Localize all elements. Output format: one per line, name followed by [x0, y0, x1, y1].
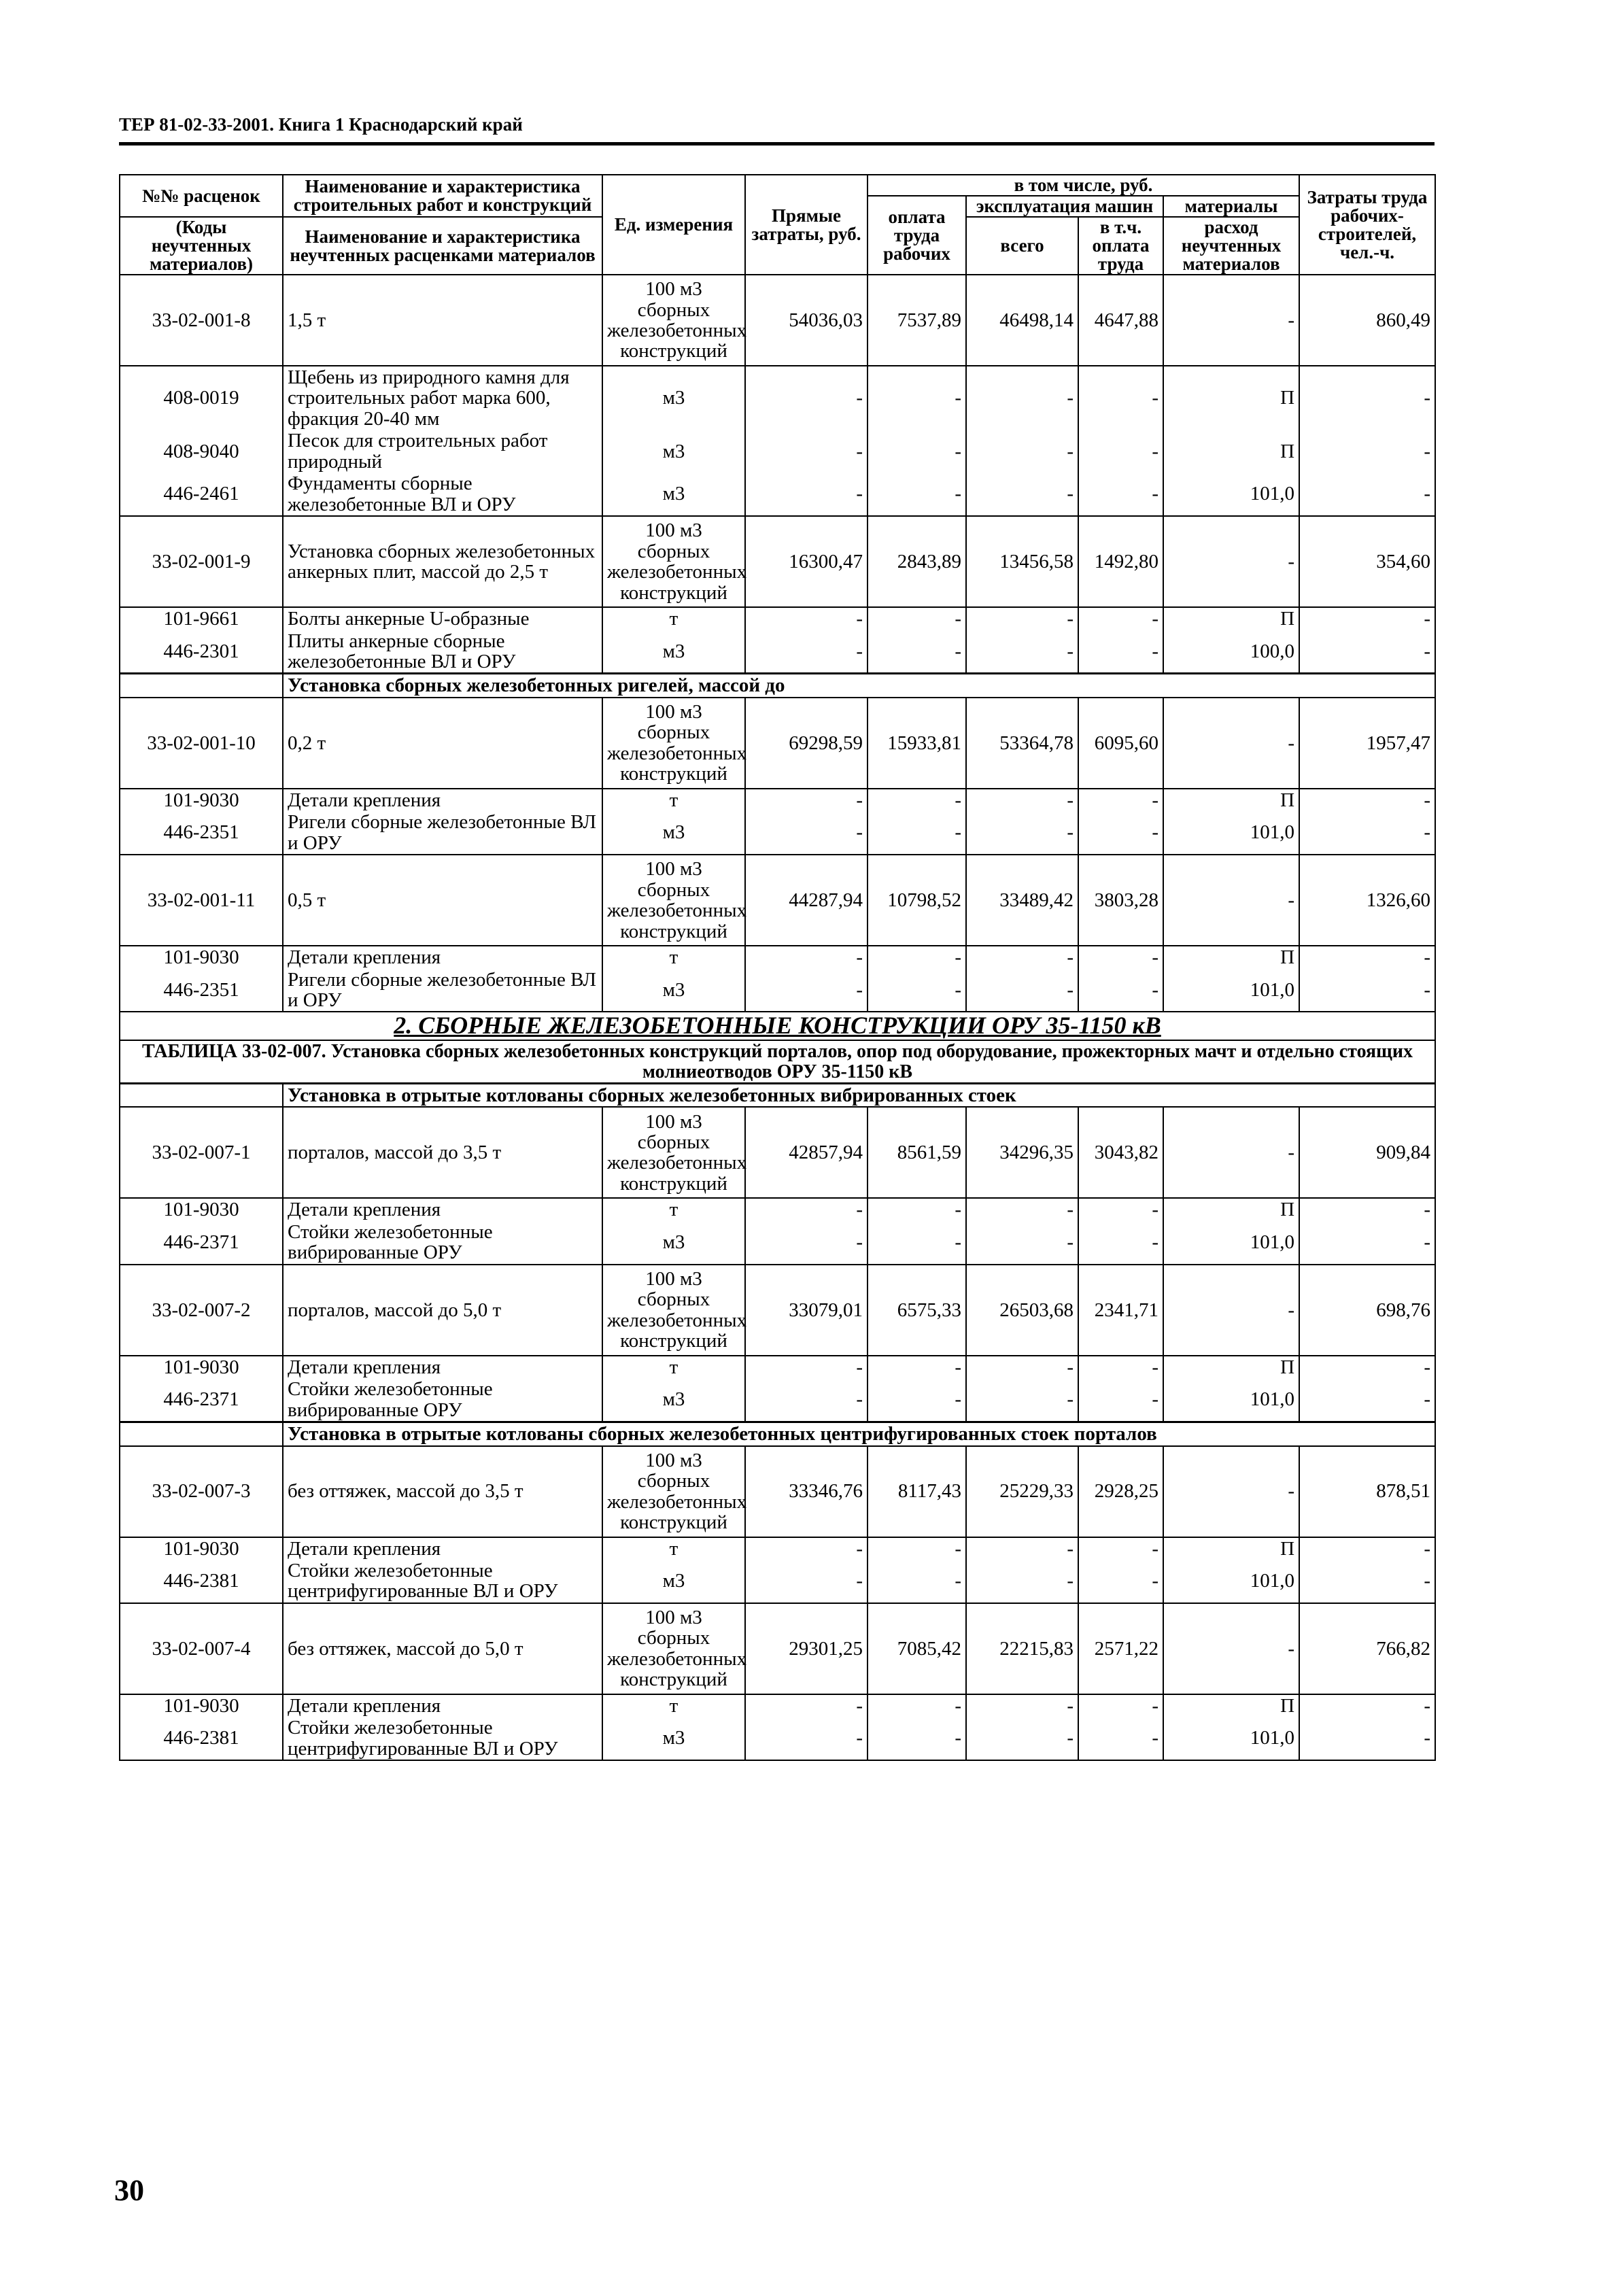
cell-direct: 44287,94: [745, 855, 868, 946]
cell-name: Плиты анкерные сборные железобетонные ВЛ и ОРУ: [283, 630, 602, 674]
cell-direct: -: [745, 1717, 868, 1760]
cell-mach-labor: 2928,25: [1078, 1446, 1163, 1537]
cell-code: 101-9030: [120, 789, 283, 811]
cell-mach: -: [966, 1356, 1078, 1378]
cell-mach: -: [966, 1198, 1078, 1220]
cell-unit: м3: [602, 1560, 745, 1603]
cell-code: 33-02-001-10: [120, 698, 283, 789]
cell-name: Песок для строительных работ природный: [283, 430, 602, 473]
rates-table: [119, 174, 1436, 1761]
cell-name: Болты анкерные U-образные: [283, 607, 602, 630]
cell-unit: 100 м3 сборных железобетонных конструкций: [602, 1446, 745, 1537]
cell-code: 101-9030: [120, 1198, 283, 1220]
cell-code: 101-9661: [120, 607, 283, 630]
table-row: [120, 1221, 1435, 1265]
cell-code: 33-02-007-3: [120, 1446, 283, 1537]
cell-code: 101-9030: [120, 1694, 283, 1717]
table-row: [120, 430, 1435, 473]
cell-name: Детали крепления: [283, 1537, 602, 1560]
cell-code: 408-0019: [120, 366, 283, 430]
cell-mach-labor: -: [1078, 607, 1163, 630]
cell-unit: м3: [602, 969, 745, 1012]
cell-name: порталов, массой до 3,5 т: [283, 1107, 602, 1198]
cell-direct: 69298,59: [745, 698, 868, 789]
cell-labor: -: [868, 1717, 966, 1760]
cell-mach: 13456,58: [966, 516, 1078, 607]
cell-code: 33-02-001-11: [120, 855, 283, 946]
header-rule: [119, 142, 1435, 145]
cell-mach: -: [966, 1221, 1078, 1265]
cell-mat: 100,0: [1163, 630, 1299, 674]
cell-direct: 33079,01: [745, 1265, 868, 1356]
cell-code: 446-2351: [120, 969, 283, 1012]
cell-mat: П: [1163, 430, 1299, 473]
cell-name: Детали крепления: [283, 789, 602, 811]
cell-name: 0,2 т: [283, 698, 602, 789]
cell-mat: П: [1163, 1198, 1299, 1220]
cell-mat: -: [1163, 275, 1299, 366]
cell-unit: т: [602, 607, 745, 630]
cell-workers: -: [1299, 1356, 1435, 1378]
cell-mach-labor: -: [1078, 473, 1163, 516]
cell-name: 1,5 т: [283, 275, 602, 366]
table-row: [120, 698, 1435, 789]
cell-labor: -: [868, 1198, 966, 1220]
cell-code: 33-02-007-1: [120, 1107, 283, 1198]
table-row: [120, 946, 1435, 968]
cell-mach: 34296,35: [966, 1107, 1078, 1198]
cell-mat: -: [1163, 855, 1299, 946]
table-row: [120, 275, 1435, 366]
cell-labor: -: [868, 1221, 966, 1265]
cell-direct: -: [745, 1221, 868, 1265]
cell-labor: -: [868, 1356, 966, 1378]
cell-unit: м3: [602, 811, 745, 855]
cell-name: Установка сборных железобетонных анкерных плит, массой до 2,5 т: [283, 516, 602, 607]
cell-name: Детали крепления: [283, 1694, 602, 1717]
cell-mach-labor: -: [1078, 789, 1163, 811]
cell-mat: 101,0: [1163, 1378, 1299, 1422]
cell-unit: т: [602, 1198, 745, 1220]
cell-workers: -: [1299, 1378, 1435, 1422]
cell-direct: -: [745, 1694, 868, 1717]
table-row: [120, 1603, 1435, 1694]
cell-mat: -: [1163, 698, 1299, 789]
cell-mach-labor: -: [1078, 969, 1163, 1012]
cell-workers: 878,51: [1299, 1446, 1435, 1537]
chapter-title: 2. СБОРНЫЕ ЖЕЛЕЗОБЕТОННЫЕ КОНСТРУКЦИИ ОРУ 35-1150 кВ: [120, 1012, 1435, 1040]
cell-workers: -: [1299, 607, 1435, 630]
cell-labor: -: [868, 969, 966, 1012]
cell-mach: 53364,78: [966, 698, 1078, 789]
cell-mach-labor: 3043,82: [1078, 1107, 1163, 1198]
cell-labor: -: [868, 789, 966, 811]
cell-unit: т: [602, 1356, 745, 1378]
table-row: [120, 789, 1435, 811]
cell-mat: П: [1163, 366, 1299, 430]
cell-labor: -: [868, 811, 966, 855]
cell-mach-labor: -: [1078, 1717, 1163, 1760]
cell-workers: 354,60: [1299, 516, 1435, 607]
cell-mach: -: [966, 366, 1078, 430]
cell-mach: 26503,68: [966, 1265, 1078, 1356]
cell-mach-labor: -: [1078, 1560, 1163, 1603]
col-labor-header: оплата труда рабочих: [868, 196, 966, 275]
cell-mat: П: [1163, 1356, 1299, 1378]
cell-labor: -: [868, 1694, 966, 1717]
cell-name: без оттяжек, массой до 5,0 т: [283, 1603, 602, 1694]
cell-name: Ригели сборные железобетонные ВЛ и ОРУ: [283, 811, 602, 855]
cell-mat: -: [1163, 1446, 1299, 1537]
cell-unit: 100 м3 сборных железобетонных конструкций: [602, 275, 745, 366]
cell-direct: -: [745, 811, 868, 855]
cell-unit: м3: [602, 473, 745, 516]
section-heading: [120, 1012, 1435, 1040]
cell-direct: -: [745, 1537, 868, 1560]
cell-unit: м3: [602, 1221, 745, 1265]
cell-mach-labor: -: [1078, 946, 1163, 968]
table-row: [120, 1356, 1435, 1378]
cell-mat: -: [1163, 1265, 1299, 1356]
cell-mat: 101,0: [1163, 1560, 1299, 1603]
cell-workers: 909,84: [1299, 1107, 1435, 1198]
cell-labor: 2843,89: [868, 516, 966, 607]
cell-unit: 100 м3 сборных железобетонных конструкций: [602, 698, 745, 789]
table-row: [120, 811, 1435, 855]
cell-mach: -: [966, 969, 1078, 1012]
cell-name: Стойки железобетонные вибрированные ОРУ: [283, 1378, 602, 1422]
cell-direct: -: [745, 366, 868, 430]
cell-mach-labor: 2341,71: [1078, 1265, 1163, 1356]
cell-mach-labor: -: [1078, 1198, 1163, 1220]
cell-workers: -: [1299, 811, 1435, 855]
table-row: [120, 1446, 1435, 1537]
table-row: [120, 1694, 1435, 1717]
cell-name: Стойки железобетонные центрифугированные ВЛ и ОРУ: [283, 1717, 602, 1760]
cell-code: 446-2371: [120, 1221, 283, 1265]
section-title: Установка в отрытые котлованы сборных железобетонных вибрированных стоек: [283, 1084, 1435, 1108]
table-row: [120, 1717, 1435, 1760]
cell-workers: -: [1299, 630, 1435, 674]
table-row: [120, 1265, 1435, 1356]
col-direct-header: Прямые затраты, руб.: [745, 175, 868, 275]
cell-labor: 8561,59: [868, 1107, 966, 1198]
cell-direct: -: [745, 1560, 868, 1603]
cell-mach-labor: -: [1078, 1537, 1163, 1560]
cell-unit: м3: [602, 1717, 745, 1760]
cell-unit: 100 м3 сборных железобетонных конструкций: [602, 1107, 745, 1198]
cell-unit: т: [602, 789, 745, 811]
cell-labor: 15933,81: [868, 698, 966, 789]
cell-labor: -: [868, 630, 966, 674]
col-name-subheader: Наименование и характеристика неучтенных расценками материалов: [283, 217, 602, 275]
cell-mach-labor: -: [1078, 366, 1163, 430]
cell-name: Фундаменты сборные железобетонные ВЛ и ОРУ: [283, 473, 602, 516]
table-row: [120, 366, 1435, 430]
cell-workers: 698,76: [1299, 1265, 1435, 1356]
cell-name: порталов, массой до 5,0 т: [283, 1265, 602, 1356]
cell-mach-labor: -: [1078, 1694, 1163, 1717]
cell-code: 33-02-001-9: [120, 516, 283, 607]
header-title: ТЕР 81-02-33-2001. Книга 1 Краснодарский край: [119, 114, 523, 135]
cell-direct: 16300,47: [745, 516, 868, 607]
col-code-header: №№ расценок: [120, 175, 283, 217]
cell-workers: 766,82: [1299, 1603, 1435, 1694]
table-row: [120, 1198, 1435, 1220]
cell-direct: -: [745, 1198, 868, 1220]
col-workers-header: Затраты труда рабочих-строителей, чел.-ч.: [1299, 175, 1435, 275]
cell-labor: -: [868, 1537, 966, 1560]
cell-direct: -: [745, 607, 868, 630]
cell-labor: 10798,52: [868, 855, 966, 946]
cell-code: 446-2351: [120, 811, 283, 855]
cell-mach-labor: 1492,80: [1078, 516, 1163, 607]
cell-mach: -: [966, 946, 1078, 968]
cell-workers: -: [1299, 946, 1435, 968]
cell-unit: 100 м3 сборных железобетонных конструкций: [602, 1265, 745, 1356]
cell-code: 446-2301: [120, 630, 283, 674]
cell-workers: -: [1299, 430, 1435, 473]
cell-code: 101-9030: [120, 946, 283, 968]
cell-mach: -: [966, 1717, 1078, 1760]
table-row: [120, 516, 1435, 607]
col-materials-header: материалы: [1163, 196, 1299, 217]
col-machines-header: эксплуатация машин: [966, 196, 1163, 217]
cell-workers: -: [1299, 969, 1435, 1012]
cell-mat: 101,0: [1163, 969, 1299, 1012]
cell-workers: -: [1299, 366, 1435, 430]
cell-code: 446-2461: [120, 473, 283, 516]
cell-mach-labor: 6095,60: [1078, 698, 1163, 789]
cell-workers: -: [1299, 1717, 1435, 1760]
cell-workers: -: [1299, 1537, 1435, 1560]
cell-name: Детали крепления: [283, 946, 602, 968]
cell-mach: -: [966, 1560, 1078, 1603]
cell-direct: -: [745, 430, 868, 473]
cell-unit: м3: [602, 630, 745, 674]
cell-mat: -: [1163, 516, 1299, 607]
col-unit-header: Ед. измерения: [602, 175, 745, 275]
cell-labor: -: [868, 473, 966, 516]
cell-direct: -: [745, 1378, 868, 1422]
cell-workers: 1957,47: [1299, 698, 1435, 789]
cell-mach: -: [966, 1378, 1078, 1422]
table-row: [120, 855, 1435, 946]
cell-name: Стойки железобетонные центрифугированные ВЛ и ОРУ: [283, 1560, 602, 1603]
cell-labor: 6575,33: [868, 1265, 966, 1356]
cell-unit: т: [602, 946, 745, 968]
cell-name: 0,5 т: [283, 855, 602, 946]
cell-code: 33-02-007-2: [120, 1265, 283, 1356]
cell-unit: м3: [602, 1378, 745, 1422]
cell-unit: 100 м3 сборных железобетонных конструкций: [602, 1603, 745, 1694]
cell-mach: -: [966, 1537, 1078, 1560]
cell-direct: -: [745, 789, 868, 811]
cell-mat: -: [1163, 1603, 1299, 1694]
section-heading: [120, 1084, 1435, 1108]
cell-code: 33-02-007-4: [120, 1603, 283, 1694]
cell-unit: м3: [602, 430, 745, 473]
cell-name: без оттяжек, массой до 3,5 т: [283, 1446, 602, 1537]
cell-mach: -: [966, 607, 1078, 630]
cell-name: Щебень из природного камня для строительных работ марка 600, фракция 20-40 мм: [283, 366, 602, 430]
cell-workers: 1326,60: [1299, 855, 1435, 946]
col-mach-total-header: всего: [966, 217, 1078, 275]
table-row: [120, 1107, 1435, 1198]
cell-mach: -: [966, 1694, 1078, 1717]
table-row: [120, 969, 1435, 1012]
cell-mat: П: [1163, 1694, 1299, 1717]
table-row: [120, 607, 1435, 630]
cell-workers: -: [1299, 1694, 1435, 1717]
col-name-header: Наименование и характеристика строительных работ и конструкций: [283, 175, 602, 217]
section-heading: [120, 674, 1435, 698]
cell-labor: -: [868, 366, 966, 430]
cell-labor: 7085,42: [868, 1603, 966, 1694]
cell-mach: -: [966, 789, 1078, 811]
cell-direct: -: [745, 969, 868, 1012]
section-title: Установка в отрытые котлованы сборных железобетонных центрифугированных стоек порталов: [283, 1422, 1435, 1446]
cell-mat: 101,0: [1163, 473, 1299, 516]
cell-labor: -: [868, 1560, 966, 1603]
cell-mach-labor: -: [1078, 1221, 1163, 1265]
cell-mach: -: [966, 811, 1078, 855]
cell-mach-labor: -: [1078, 811, 1163, 855]
cell-mach-labor: -: [1078, 1378, 1163, 1422]
col-incl-header: в том числе, руб.: [868, 175, 1299, 196]
cell-mat: -: [1163, 1107, 1299, 1198]
cell-mat: П: [1163, 789, 1299, 811]
cell-direct: -: [745, 1356, 868, 1378]
section-title: Установка сборных железобетонных ригелей, массой до: [283, 674, 1435, 698]
cell-workers: -: [1299, 1221, 1435, 1265]
col-code-subheader: (Коды неучтенных материалов): [120, 217, 283, 275]
cell-code: 446-2381: [120, 1717, 283, 1760]
cell-code: 408-9040: [120, 430, 283, 473]
table-row: [120, 1378, 1435, 1422]
cell-mat: 101,0: [1163, 1717, 1299, 1760]
col-mat-unacc-header: расход неучтенных материалов: [1163, 217, 1299, 275]
cell-labor: -: [868, 1378, 966, 1422]
cell-direct: -: [745, 630, 868, 674]
cell-mach-labor: -: [1078, 430, 1163, 473]
page-header: [119, 114, 1435, 145]
table-row: [120, 473, 1435, 516]
cell-code: 33-02-001-8: [120, 275, 283, 366]
page-number: 30: [114, 2174, 144, 2207]
cell-mat: П: [1163, 946, 1299, 968]
cell-name: Стойки железобетонные вибрированные ОРУ: [283, 1221, 602, 1265]
cell-unit: т: [602, 1694, 745, 1717]
cell-direct: 29301,25: [745, 1603, 868, 1694]
cell-mach: -: [966, 473, 1078, 516]
cell-direct: 33346,76: [745, 1446, 868, 1537]
cell-direct: 54036,03: [745, 275, 868, 366]
cell-labor: -: [868, 607, 966, 630]
cell-mach: -: [966, 630, 1078, 674]
table-row: [120, 1560, 1435, 1603]
cell-labor: -: [868, 946, 966, 968]
cell-direct: 42857,94: [745, 1107, 868, 1198]
cell-mach: 33489,42: [966, 855, 1078, 946]
cell-code: 446-2381: [120, 1560, 283, 1603]
cell-workers: -: [1299, 1198, 1435, 1220]
cell-unit: 100 м3 сборных железобетонных конструкций: [602, 516, 745, 607]
cell-workers: -: [1299, 473, 1435, 516]
cell-name: Детали крепления: [283, 1198, 602, 1220]
cell-mach: 25229,33: [966, 1446, 1078, 1537]
table-row: [120, 630, 1435, 674]
cell-unit: 100 м3 сборных железобетонных конструкций: [602, 855, 745, 946]
cell-labor: 7537,89: [868, 275, 966, 366]
cell-mach: 22215,83: [966, 1603, 1078, 1694]
cell-code: 101-9030: [120, 1537, 283, 1560]
cell-name: Ригели сборные железобетонные ВЛ и ОРУ: [283, 969, 602, 1012]
cell-mat: 101,0: [1163, 811, 1299, 855]
cell-workers: 860,49: [1299, 275, 1435, 366]
cell-workers: -: [1299, 789, 1435, 811]
cell-mach-labor: 4647,88: [1078, 275, 1163, 366]
cell-mach: 46498,14: [966, 275, 1078, 366]
cell-name: Детали крепления: [283, 1356, 602, 1378]
cell-mach-labor: 3803,28: [1078, 855, 1163, 946]
cell-mat: 101,0: [1163, 1221, 1299, 1265]
cell-labor: -: [868, 430, 966, 473]
cell-mat: П: [1163, 1537, 1299, 1560]
cell-code: 101-9030: [120, 1356, 283, 1378]
cell-direct: -: [745, 946, 868, 968]
cell-unit: м3: [602, 366, 745, 430]
cell-mach-labor: -: [1078, 630, 1163, 674]
cell-code: 446-2371: [120, 1378, 283, 1422]
cell-labor: 8117,43: [868, 1446, 966, 1537]
cell-mach-labor: -: [1078, 1356, 1163, 1378]
section-heading: [120, 1422, 1435, 1446]
section-heading: [120, 1040, 1435, 1083]
cell-direct: -: [745, 473, 868, 516]
header-row-1: [120, 175, 1435, 196]
table-title: ТАБЛИЦА 33-02-007. Установка сборных железобетонных конструкций порталов, опор под оборудование, прожекторных мачт и отдельно стоящих молниеотводов ОРУ 35-1150 кВ: [120, 1040, 1435, 1083]
cell-mach-labor: 2571,22: [1078, 1603, 1163, 1694]
table-row: [120, 1537, 1435, 1560]
col-mach-labor-header: в т.ч. оплата труда: [1078, 217, 1163, 275]
cell-workers: -: [1299, 1560, 1435, 1603]
cell-mach: -: [966, 430, 1078, 473]
cell-unit: т: [602, 1537, 745, 1560]
cell-mat: П: [1163, 607, 1299, 630]
